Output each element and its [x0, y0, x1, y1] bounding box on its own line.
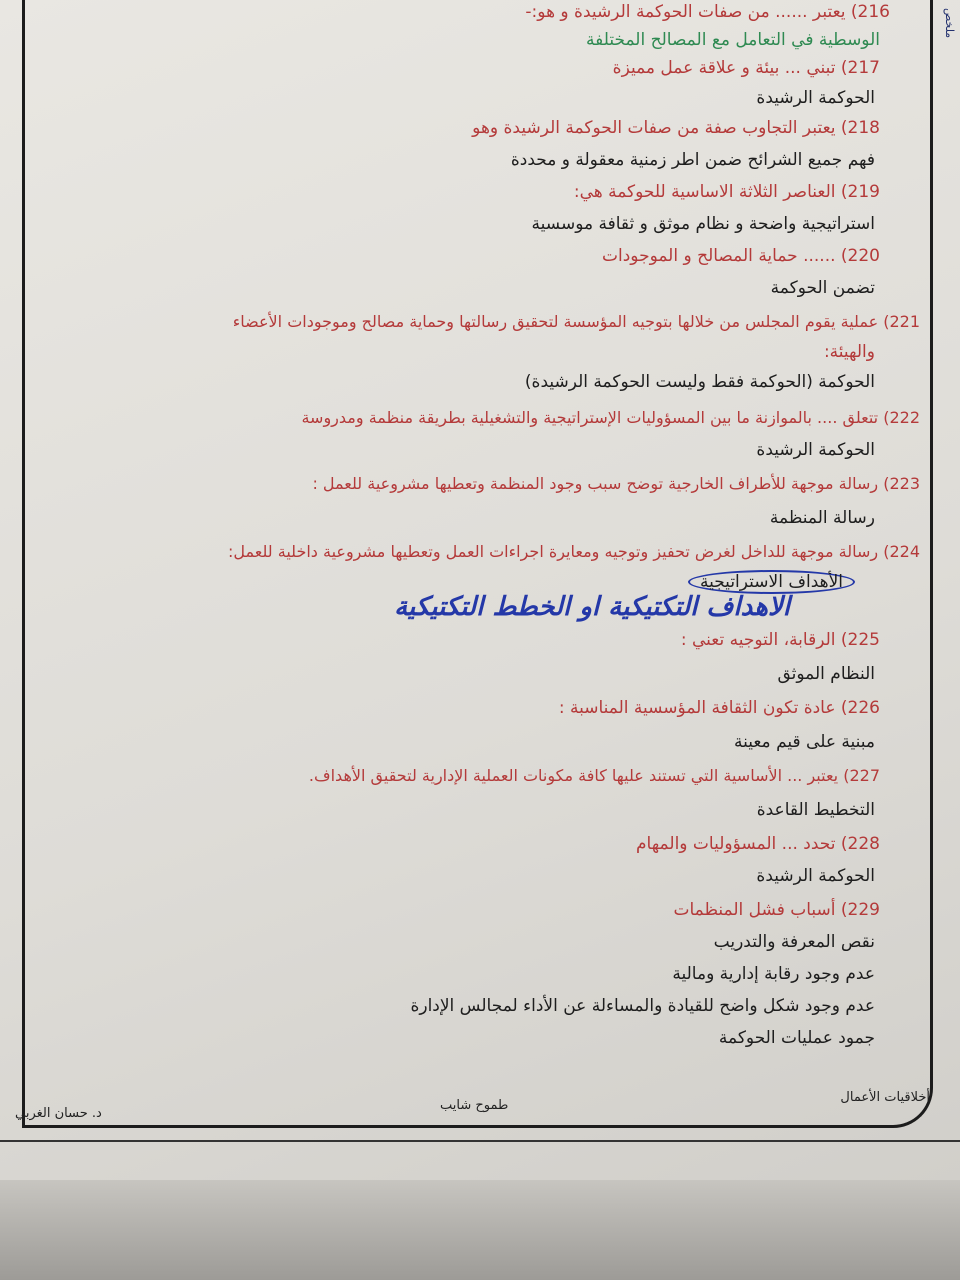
- q228-prompt: 228) تحدد ... المسؤوليات والمهام: [636, 834, 880, 854]
- q229-answer-3: عدم وجود شكل واضح للقيادة والمساءلة عن الأداء لمجالس الإدارة: [410, 996, 875, 1016]
- q224-answer-circled: الأهداف الاستراتيجية: [688, 570, 855, 594]
- q224-handwritten-note: الاهداف التكتيكية او الخطط التكتيكية: [394, 592, 790, 622]
- page-stack-shadow: [0, 1180, 960, 1280]
- question-list: [60, 0, 920, 1080]
- page-edge: [0, 1140, 960, 1183]
- q218-prompt: 218) يعتبر التجاوب صفة من صفات الحوكمة الرشيدة وهو: [472, 118, 880, 138]
- q226-answer: مبنية على قيم معينة: [733, 732, 875, 752]
- q216-answer: الوسطية في التعامل مع المصالح المختلفة: [586, 30, 880, 50]
- q229-answer-2: عدم وجود رقابة إدارية ومالية: [672, 964, 875, 984]
- q217-answer: الحوكمة الرشيدة: [756, 88, 875, 108]
- footer-course: أخلاقيات الأعمال: [840, 1090, 930, 1105]
- q220-answer: تضمن الحوكمة: [770, 278, 875, 298]
- q229-prompt: 229) أسباب فشل المنظمات: [673, 900, 880, 920]
- q227-prompt: 227) يعتبر ... الأساسية التي تستند عليها كافة مكونات العملية الإدارية لتحقيق الأهداف.: [308, 766, 880, 785]
- q219-prompt: 219) العناصر الثلاثة الاساسية للحوكمة هي:: [573, 182, 880, 202]
- q224-prompt: 224) رسالة موجهة للداخل لغرض تحفيز وتوجيه ومعايرة اجراءات العمل وتعطيها مشروعية داخلية للعمل:: [228, 542, 920, 561]
- q223-answer: رسالة المنظمة: [769, 508, 875, 528]
- footer-motto: طموح شايب: [440, 1098, 509, 1113]
- margin-handwritten-note: ملخص: [943, 8, 956, 39]
- q229-answer-1: نقص المعرفة والتدريب: [713, 932, 875, 952]
- q221-prompt-cont: والهيئة:: [823, 342, 875, 362]
- q222-prompt: 222) تتعلق .... بالموازنة ما بين المسؤوليات الإستراتيجية والتشغيلية بطريقة منظمة ومدروسة: [301, 408, 920, 427]
- q220-prompt: 220) ...... حماية المصالح و الموجودات: [601, 246, 880, 266]
- footer-author: د. حسان الغربي: [15, 1106, 102, 1121]
- q229-answer-4: جمود عمليات الحوكمة: [718, 1028, 875, 1048]
- q221-prompt: 221) عملية يقوم المجلس من خلالها بتوجيه المؤسسة لتحقيق رسالتها وحماية مصالح وموجودات الأعضاء: [232, 312, 920, 331]
- q218-answer: فهم جميع الشرائح ضمن اطر زمنية معقولة و محددة: [510, 150, 875, 170]
- q223-prompt: 223) رسالة موجهة للأطراف الخارجية توضح سبب وجود المنظمة وتعطيها مشروعية للعمل :: [312, 474, 920, 493]
- q226-prompt: 226) عادة تكون الثقافة المؤسسية المناسبة :: [558, 698, 880, 718]
- q225-prompt: 225) الرقابة، التوجيه تعني :: [680, 630, 880, 650]
- q221-answer: الحوكمة (الحوكمة فقط وليست الحوكمة الرشيدة): [524, 372, 875, 392]
- q228-answer: الحوكمة الرشيدة: [756, 866, 875, 886]
- q222-answer: الحوكمة الرشيدة: [756, 440, 875, 460]
- q217-prompt: 217) تبني ... بيئة و علاقة عمل مميزة: [612, 58, 880, 78]
- q225-answer: النظام الموثق: [777, 664, 875, 684]
- q227-answer: التخطيط القاعدة: [756, 800, 875, 820]
- q224-answer-wrap: [688, 572, 855, 592]
- q219-answer: استراتيجية واضحة و نظام موثق و ثقافة موسسية: [531, 214, 875, 234]
- q216-prompt: 216) يعتبر ...... من صفات الحوكمة الرشيدة و هو:-: [525, 2, 890, 22]
